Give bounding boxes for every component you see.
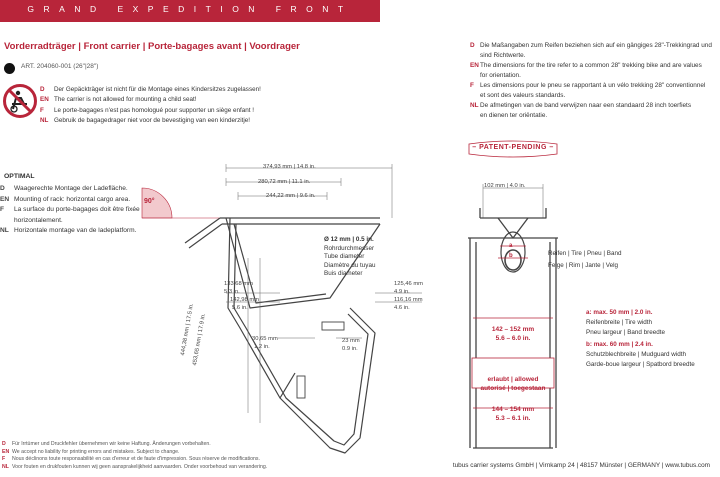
dim-label-vertical: 453,65 mm | 17.9 in. xyxy=(192,313,208,367)
optimal-line: EN Mounting of rack: horizontal cargo area. xyxy=(0,195,131,203)
dim-label: 5.3 in. xyxy=(224,289,240,295)
dim-label: 0.9 in. xyxy=(342,346,358,352)
dim-label: 4.6 in. xyxy=(394,305,410,311)
patent-text: – PATENT-PENDING – xyxy=(472,144,554,151)
header-title: GRAND EXPEDITION FRONT xyxy=(27,4,353,14)
range-1a: 142 – 152 mm xyxy=(491,326,535,333)
spec-a: a: max. 50 mm | 2.0 in. Reifenbreite | Tire width Pneu largeur | Band breedte xyxy=(586,309,666,336)
front-width: 102 mm | 4.0 in. xyxy=(484,183,526,189)
dim-label: 4.9 in. xyxy=(394,289,410,295)
dim-label: 244,22 mm | 9.6 in. xyxy=(266,193,316,199)
rim-label: Felge | Rim | Jante | Velg xyxy=(548,262,619,269)
company-address: tubus carrier systems GmbH | Virnkamp 24 | 48157 Münster | GERMANY | www.tubus.com xyxy=(452,462,710,469)
dim-label: 116,16 mm xyxy=(394,297,423,303)
marker-a: a xyxy=(509,243,513,249)
warning-line-d: D Der Gepäckträger ist nicht für die Montage eines Kindersitzes zugelassen! xyxy=(40,86,261,93)
range-2a: 144 – 154 mm xyxy=(491,406,535,413)
marker-b: b xyxy=(509,253,513,259)
dim-label: 374,93 mm | 14.8 in. xyxy=(263,164,316,170)
tire-note-block: D Die Maßangaben zum Reifen beziehen sich auf ein gängiges 28"-Trekkingrad und sind Richtwerte. ENThe dimensions for the tire refer to a common 28" trekking bike and are values for orientation. F Les dimensions pour le pneu se rapportant à un vélo trekking 28" conventionnel et sont des valeurs standards. NLDe afmetingen van de band verwijzen naar een standaard 28 inch toerfiets en dienen ter oriëntatie. xyxy=(470,42,712,119)
warning-line-en: EN The carrier is not allowed for mounting a child seat! xyxy=(40,96,197,104)
dim-label: 1.2 in. xyxy=(254,344,270,350)
dim-label: 5.6 in. xyxy=(232,305,248,311)
dim-label: 280,72 mm | 11.1 in. xyxy=(258,179,311,185)
product-title: Vorderradträger | Front carrier | Porte-bagages avant | Voordrager xyxy=(4,41,300,52)
tube-diameter: Ø 12 mm | 0.5 in. Rohrdurchmesser Tube diameter Diamètre du tuyau Buis diameter xyxy=(324,236,376,278)
tire-label: Reifen | Tire | Pneu | Band xyxy=(548,250,622,257)
optimal-heading: OPTIMAL xyxy=(4,173,35,180)
optimal-line: D Waagerechte Montage der Ladefläche. xyxy=(0,185,128,192)
optimal-line: NL Horizontale montage van de ladeplatform. xyxy=(0,227,137,234)
spec-b: b: max. 60 mm | 2.4 in. Schutzblechbreite | Mudguard width Garde-boue largeur | Spatbord breedte xyxy=(586,341,695,368)
black-dot-icon xyxy=(4,63,15,74)
range-1b: 5.6 – 6.0 in. xyxy=(495,335,531,342)
dim-label: 125,46 mm xyxy=(394,281,423,287)
footer-disclaimer: D Für Irrtümer und Druckfehler übernehmen wir keine Haftung. Änderungen vorbehalten. EN We accept no liability for printing errors and mistakes. Subject to change. F Nous déclinons toute responsabilité en cas d'erreur et de faute d'impression. Sous réserve de modifications. NL Voor fouten en drukfouten kunnen wij geen aansprakelijkheid aanvaarden. Onder voorbehoud van verandering. xyxy=(2,441,268,470)
no-child-seat-icon xyxy=(3,84,37,118)
allowed-1: erlaubt | allowed xyxy=(487,376,539,383)
optimal-block xyxy=(0,184,140,237)
dim-label: 23 mm xyxy=(342,338,360,344)
range-2b: 5.3 – 6.1 in. xyxy=(495,415,531,422)
article-number: ART. 204060-001 (26"|28") xyxy=(21,63,99,70)
dim-label-vertical: 444,38 mm | 17.5 in. xyxy=(180,303,196,357)
allowed-2: autorisé | toegestaan xyxy=(480,385,546,392)
warning-line-nl: NL Gebruik de bagagedrager niet voor de bevestiging van een kinderzitje! xyxy=(40,116,251,124)
optimal-line: horizontalement. xyxy=(14,216,63,224)
optimal-line: F La surface du porte-bagages doit être fixée xyxy=(0,206,140,213)
dim-label: 30,65 mm xyxy=(252,336,278,342)
dim-label: 142,98 mm xyxy=(230,297,259,303)
warning-block xyxy=(40,85,261,126)
angle-label: 90° xyxy=(144,198,155,205)
warning-line-f: F Le porte-bagages n'est pas homologué pour supporter un siège enfant ! xyxy=(40,106,255,114)
dim-label: 133,68 mm xyxy=(224,281,253,287)
